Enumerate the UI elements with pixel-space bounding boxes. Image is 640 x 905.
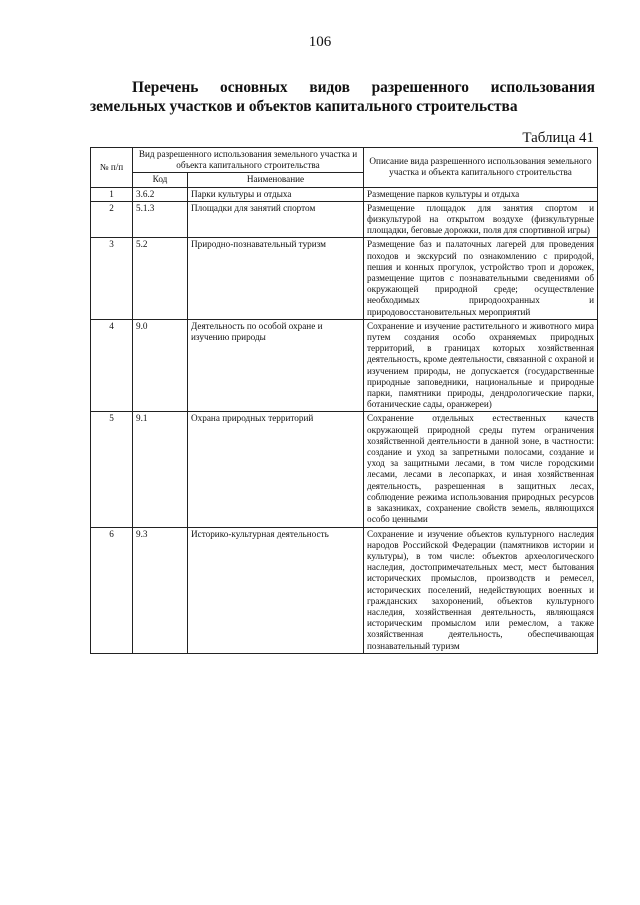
table-row <box>91 527 598 653</box>
row-description: Сохранение и изучение растительного и животного мира путем создания особо охраняемых природных территорий, в границах которых хозяйственная деятельность, кроме деятельности, связанной с охраной и изучением природы, не допускается (государственные природные заповедники, национальные и природные парки, памятники природы, дендрологические парки, ботанические сады, оранжереи) <box>364 319 598 412</box>
page-number: 106 <box>308 34 332 50</box>
row-name: Природно-познавательный туризм <box>188 238 364 319</box>
header-num: № п/п <box>91 148 133 188</box>
row-description: Размещение площадок для занятия спортом и физкультурой на открытом воздухе (физкультурные площадки, беговые дорожки, поля для спортивной игры) <box>364 201 598 238</box>
row-code: 5.1.3 <box>133 201 188 238</box>
header-description: Описание вида разрешенного использования земельного участка и объекта капитального строительства <box>364 148 598 188</box>
row-code: 3.6.2 <box>133 187 188 201</box>
row-code: 9.3 <box>133 527 188 653</box>
land-use-table <box>90 147 598 654</box>
header-name: Наименование <box>188 173 364 187</box>
table-row <box>91 238 598 319</box>
table-row <box>91 319 598 412</box>
row-name: Историко-культурная деятельность <box>188 527 364 653</box>
table-caption: Таблица 41 <box>522 130 594 146</box>
row-code: 9.1 <box>133 412 188 527</box>
row-num: 4 <box>91 319 133 412</box>
table-row <box>91 187 598 201</box>
row-description: Размещение парков культуры и отдыха <box>364 187 598 201</box>
row-name: Площадки для занятий спортом <box>188 201 364 238</box>
row-code: 9.0 <box>133 319 188 412</box>
header-code: Код <box>133 173 188 187</box>
row-name: Парки культуры и отдыха <box>188 187 364 201</box>
row-num: 5 <box>91 412 133 527</box>
row-description: Сохранение отдельных естественных качеств окружающей природной среды путем ограничения хозяйственной деятельности в данной зоне, в частности: создание и уход за запретными полосами, создание и уход за защитными лесами, в том числе городскими лесами, лесами в лесопарках, и иная хозяйственная деятельность, разрешенная в защитных лесах, соблюдение режима использования природных ресурсов в заказниках, сохранение свойств земель, являющихся особо ценными <box>364 412 598 527</box>
row-code: 5.2 <box>133 238 188 319</box>
row-description: Сохранение и изучение объектов культурного наследия народов Российской Федерации (памятников истории и культуры), в том числе: объектов археологического наследия, достопримечательных мест, мест бытования исторических промыслов, производств и ремесел, исторических поселений, недействующих военных и гражданских захоронений, объектов культурного наследия, хозяйственная деятельность, являющаяся историческим промыслом или ремеслом, а также хозяйственная деятельность, обеспечивающая познавательный туризм <box>364 527 598 653</box>
table-row <box>91 201 598 238</box>
row-num: 3 <box>91 238 133 319</box>
row-num: 6 <box>91 527 133 653</box>
row-name: Охрана природных территорий <box>188 412 364 527</box>
header-kind-group: Вид разрешенного использования земельного участка и объекта капитального строительства <box>133 148 364 173</box>
row-num: 1 <box>91 187 133 201</box>
row-num: 2 <box>91 201 133 238</box>
row-description: Размещение баз и палаточных лагерей для проведения походов и экскурсий по ознакомлению с природой, пешия и конных прогулок, устройство троп и дорожек, размещение щитов с познавательными сведениями об окружающей природной среде; осуществление необходимых природоохранных и природовосстановительных мероприятий <box>364 238 598 319</box>
document-title: Перечень основных видов разрешенного использования земельных участков и объектов капитального строительства <box>90 79 595 115</box>
row-name: Деятельность по особой охране и изучению природы <box>188 319 364 412</box>
table-row <box>91 412 598 527</box>
